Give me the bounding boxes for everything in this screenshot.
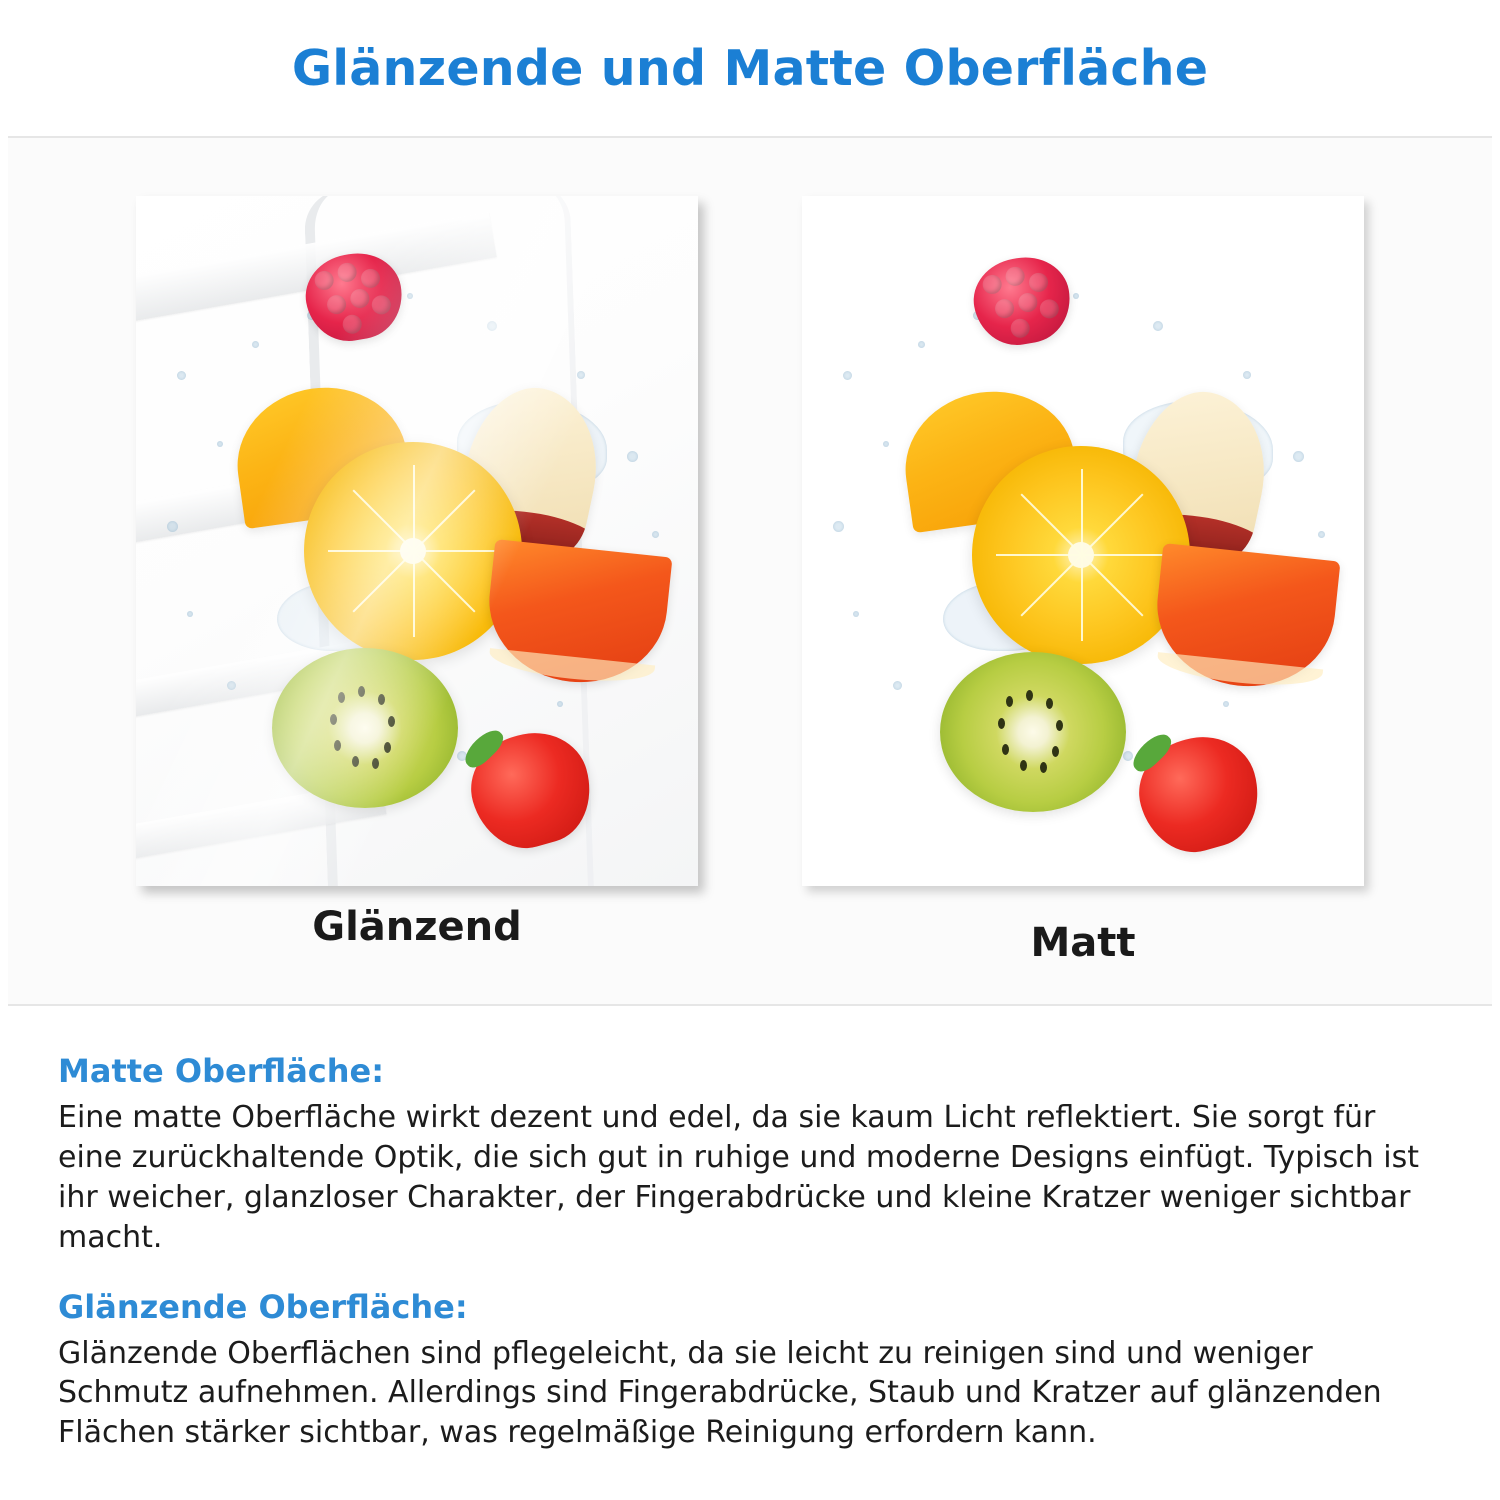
- artwork-preview-glossy: [136, 196, 698, 886]
- fruit-splash-artwork: [136, 196, 698, 886]
- description-block-glossy: [58, 1288, 1442, 1454]
- artwork-preview-matte: [802, 196, 1364, 886]
- sample-label-glossy: Glänzend: [312, 904, 522, 950]
- description-body-matte: Eine matte Oberfläche wirkt dezent und edel, da sie kaum Licht reflektiert. Sie sorgt für eine zurückhaltende Optik, die sich gut in ruhige und moderne Designs einfügt. Typisch ist ihr weicher, glanzloser Charakter, der Fingerabdrücke und kleine Kratzer weniger sichtbar macht.: [58, 1100, 1420, 1255]
- kiwi-slice: [940, 652, 1126, 812]
- surface-comparison-panel: [8, 136, 1492, 1006]
- glossy-sheen-overlay: [136, 196, 698, 886]
- sample-matte: [798, 196, 1368, 966]
- header: [0, 0, 1500, 136]
- lemon-slice: [972, 446, 1190, 664]
- description-block-matte: [58, 1052, 1442, 1258]
- fruit-splash-artwork: [802, 196, 1364, 886]
- description-section: [0, 1006, 1500, 1453]
- description-title-matte: Matte Oberfläche:: [58, 1052, 385, 1090]
- page-title: Glänzende und Matte Oberfläche: [291, 39, 1209, 97]
- description-title-glossy: Glänzende Oberfläche:: [58, 1287, 468, 1326]
- sample-glossy: [132, 196, 702, 950]
- description-body-glossy: Glänzende Oberflächen sind pflegeleicht, da sie leicht zu reinigen sind und weniger Schmutz aufnehmen. Allerdings sind Fingerabdrücke, Staub und Kratzer auf glänzenden Flächen stärker sichtbar, was regelmäßige Reinigung erfordern kann.: [58, 1335, 1382, 1451]
- sample-label-matte: Matt: [1030, 920, 1136, 966]
